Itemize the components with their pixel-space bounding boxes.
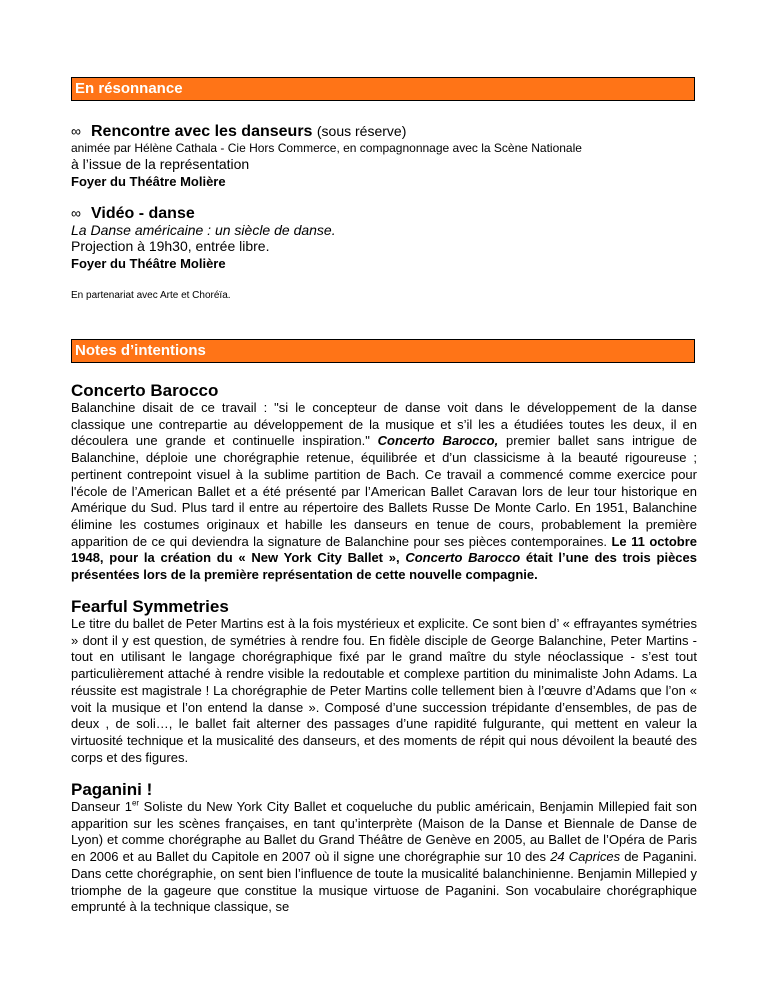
section-title: En résonnance <box>75 80 183 97</box>
event-video-time: Projection à 19h30, entrée libre. <box>71 238 270 254</box>
paragraph-concerto-barocco <box>71 400 697 584</box>
event-video-film: La Danse américaine : un siècle de danse. <box>71 222 336 238</box>
paragraph-paganini <box>71 799 697 916</box>
superscript: er <box>131 798 140 808</box>
section-header-intentions <box>71 339 695 363</box>
event-title: Rencontre avec les danseurs <box>91 123 313 140</box>
section-title: Notes d’intentions <box>75 342 206 359</box>
paragraph-fearful-symmetries: Le titre du ballet de Peter Martins est à la fois mystérieux et explicite. Ce sont bien d’ « effrayantes symétries » dont il y est question, de symétries à rendre fou. En fidèle disciple de George Balanchine, Peter Martins - tout en utilisant le langage chorégraphique fixé par le grand maître du style néoclassique - s’est tout particulièrement attaché à rendre visible la redoutable et complexe partition du minimaliste John Adams. La réussite est magistrale ! La chorégraphie de Peter Martins colle tellement bien à l’œuvre d’Adams que l’on « voit la musique et l’on entend la danse ». Composé d’une succession trépidante d’ensembles, de pas de deux , de soli…, le ballet fait alterner des passages d’une rapidité fulgurante, qui mettent en valeur la virtuosité technique et la musicalité des danseurs, et des moments de répit qui nous dévoilent la beauté des corps et des figures. <box>71 616 697 765</box>
event-rencontre-venue: Foyer du Théâtre Molière <box>71 174 226 189</box>
work-title: Concerto Barocco <box>405 550 521 566</box>
infinity-bullet-icon: ∞ <box>71 205 81 221</box>
text-run-bold: Le 11 octobre 1948, pour la création du « New York City Ballet », <box>71 533 698 566</box>
event-rencontre-time: à l’issue de la représentation <box>71 156 250 172</box>
event-rencontre-title <box>71 121 697 142</box>
event-rencontre-host: animée par Hélène Cathala - Cie Hors Commerce, en compagnonnage avec la Scène Nationale <box>71 141 582 155</box>
event-video-venue: Foyer du Théâtre Molière <box>71 256 226 271</box>
text-run: Danseur 1 <box>71 799 132 814</box>
infinity-bullet-icon: ∞ <box>71 123 81 139</box>
text-run: premier ballet sans intrigue de Balanchine, déploie une chorégraphie retenue, équilibrée et d’un classicisme à la beauté rigoureuse ; pertinent contrepoint visuel à la sublime partition de Bach. Ce travail a commencé comme exercice pour l'école de l’American Ballet et a été présenté par l’American Ballet Caravan lors de leur tour historique en Amérique du Sud. Plus tard il entre au répertoire des Ballets Russe De Monte Carlo. En 1951, Balanchine élimine les costumes originaux et habille les danseurs en tenue de cours, probablement la première apparition de ce qui deviendra la signature de Balanchine pour ses pièces contemporaines. <box>71 433 697 549</box>
heading-paganini: Paganini ! <box>71 780 153 799</box>
event-note: (sous réserve) <box>316 123 407 139</box>
heading-concerto-barocco: Concerto Barocco <box>71 381 219 400</box>
work-title: 24 Caprices <box>550 849 621 865</box>
work-title: Concerto Barocco, <box>377 433 499 449</box>
text-run: Balanchine disait de ce travail : "si le concepteur de danse voit dans le développement de la danse classique une contrepartie au développement de la musique et s’il les a étudiées toutes les deux, il en découlera une grande et continuelle inspiration." <box>71 400 697 449</box>
event-title: Vidéo - danse <box>91 205 195 222</box>
partnership-note: En partenariat avec Arte et Choréïa. <box>71 290 231 301</box>
text-run: Soliste du New York City Ballet et coqueluche du public américain, Benjamin Millepied fait son apparition sur les scènes françaises, en tant qu’interprète (Maison de la Danse et Biennale de Danse de Lyon) et comme chorégraphe au Ballet du Grand Théâtre de Genève en 2005, au Ballet de l’Opéra de Paris en 2006 et au Ballet du Capitole en 2007 où il signe une chorégraphie sur 10 des <box>71 799 697 865</box>
text-run: de Paganini. Dans cette chorégraphie, on sent bien l’influence de toute la musicalité balanchinienne. Benjamin Millepied y triomphe de la gageure que constitue la musique virtuose de Paganini. Son vocabulaire chorégraphique emprunté à la technique classique, se <box>71 849 697 915</box>
section-header-resonance <box>71 77 695 101</box>
event-video-title <box>71 203 697 224</box>
text-run-bold: était l’une des trois pièces présentées lors de la première représentation de cette nouvelle compagnie. <box>71 550 697 583</box>
heading-fearful-symmetries: Fearful Symmetries <box>71 597 229 616</box>
